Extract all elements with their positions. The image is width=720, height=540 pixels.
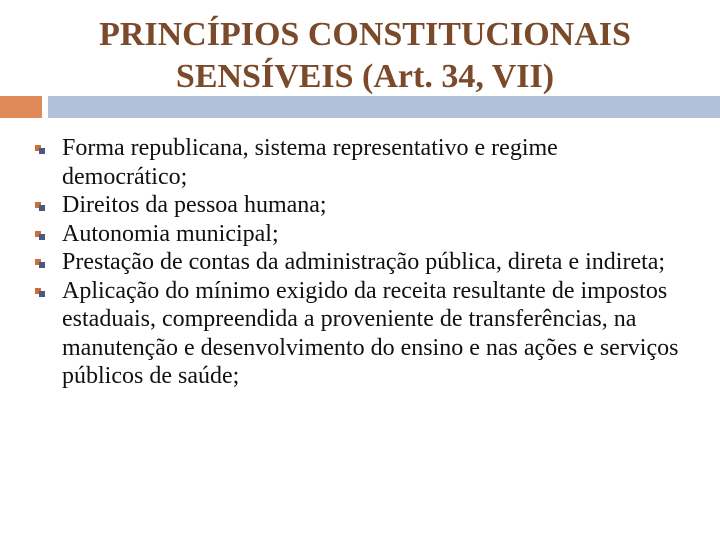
square-bullet-icon: [34, 287, 46, 297]
bullet-text: Prestação de contas da administração pública, direta e indireta;: [62, 249, 666, 275]
list-item: [30, 248, 680, 277]
page-title: [60, 14, 670, 98]
title-line-1: PRINCÍPIOS CONSTITUCIONAIS: [99, 16, 631, 53]
square-bullet-icon: [34, 201, 46, 211]
square-bullet-icon: [34, 230, 46, 240]
title-line-2: SENSÍVEIS (Art. 34, VII): [175, 58, 555, 95]
square-bullet-icon: [34, 258, 46, 268]
accent-bar-orange: [0, 96, 42, 118]
bullet-text: Forma republicana, sistema representativo e regime democrático;: [62, 135, 558, 190]
list-item: [30, 220, 680, 249]
accent-bar-blue: [48, 96, 720, 118]
list-item: [30, 277, 680, 391]
bullet-text: Autonomia municipal;: [62, 220, 279, 247]
bullet-text: Aplicação do mínimo exigido da receita resultante de impostos estaduais, compreendida a proveniente de transferências, na manutenção e desenvolvimento do ensino e nas ações e serviços públicos de saúde;: [62, 277, 679, 389]
bullet-text: Direitos da pessoa humana;: [62, 192, 327, 218]
bullet-list: [30, 134, 680, 391]
list-item: [30, 134, 680, 191]
list-item: [30, 191, 680, 220]
square-bullet-icon: [34, 144, 46, 154]
